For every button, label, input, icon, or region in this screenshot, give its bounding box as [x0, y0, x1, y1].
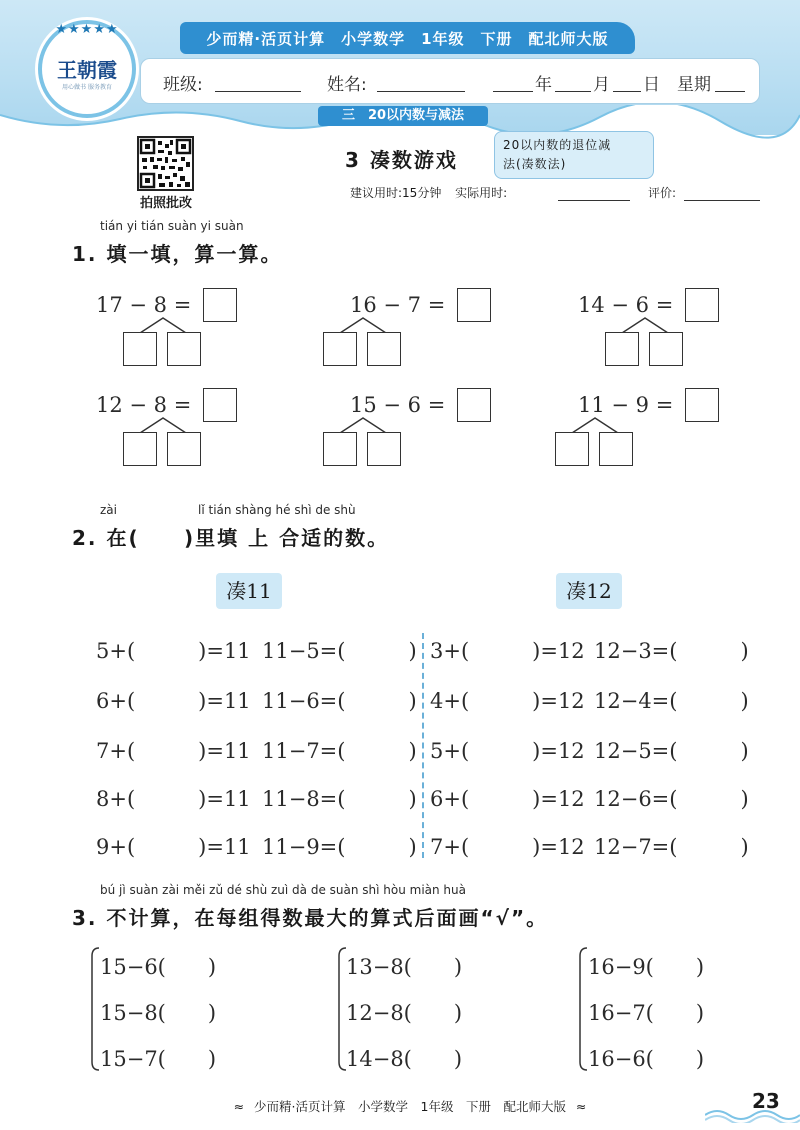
lesson-tag — [494, 131, 654, 179]
rating-label: 评价: — [648, 186, 677, 200]
logo-tagline: 用心做书 服务教育 — [62, 84, 112, 91]
lesson-title: 3 凑数游戏 — [345, 148, 458, 172]
problem-4-answer-box[interactable] — [203, 388, 237, 422]
problem-5-split-box-a[interactable] — [323, 432, 357, 466]
group-3-item-2[interactable]: 16−7( ) — [588, 1001, 705, 1025]
right-row-4-add[interactable]: 6+( )=12 — [430, 787, 585, 811]
section3-title: 3. 不计算，在每组得数最大的算式后面画“√”。 — [72, 906, 549, 930]
problem-1-answer-box[interactable] — [203, 288, 237, 322]
problem-4-split-box-a[interactable] — [123, 432, 157, 466]
group-left-label: 凑11 — [216, 573, 282, 609]
month-field[interactable] — [555, 91, 591, 92]
problem-1-split-box-a[interactable] — [123, 332, 157, 366]
group-2-item-3[interactable]: 14−8( ) — [346, 1047, 463, 1071]
problem-5-split-box-b[interactable] — [367, 432, 401, 466]
right-row-2-sub[interactable]: 12−4=( ) — [594, 689, 749, 713]
year-field[interactable] — [493, 91, 533, 92]
day-field[interactable] — [613, 91, 641, 92]
problem-3-expression: 14 − 6 = — [578, 293, 674, 317]
suggested-time: 建议用时:15分钟 — [350, 186, 442, 200]
logo-name: 王朝霞 — [57, 58, 117, 82]
right-row-5-sub[interactable]: 12−7=( ) — [594, 835, 749, 859]
weekday-label: 星期 — [677, 75, 711, 95]
group-1-item-2[interactable]: 15−8( ) — [100, 1001, 217, 1025]
day-label: 日 — [643, 75, 660, 95]
actual-time-label: 实际用时: — [455, 186, 508, 200]
right-row-4-sub[interactable]: 12−6=( ) — [594, 787, 749, 811]
problem-6-split-box-b[interactable] — [599, 432, 633, 466]
problem-3-split-box-a[interactable] — [605, 332, 639, 366]
name-label: 姓名: — [327, 75, 367, 95]
rating-field[interactable] — [684, 200, 760, 201]
section2-title-b: )里填 上 合适的数。 — [184, 526, 390, 550]
left-row-4-sub[interactable]: 11−8=( ) — [262, 787, 417, 811]
footer-text: ≈ 少而精·活页计算 小学数学 1年级 下册 配北师大版 ≈ — [233, 1099, 587, 1114]
group-1-item-3[interactable]: 15−7( ) — [100, 1047, 217, 1071]
left-row-1-add[interactable]: 5+( )=11 — [96, 639, 251, 663]
problem-6-expression: 11 − 9 = — [578, 393, 674, 417]
group-2-item-1[interactable]: 13−8( ) — [346, 955, 463, 979]
section2-pinyin-right: lǐ tián shàng hé shì de shù — [198, 503, 356, 517]
left-row-4-add[interactable]: 8+( )=11 — [96, 787, 251, 811]
name-field[interactable] — [377, 91, 465, 92]
section1-title: 1. 填一填，算一算。 — [72, 242, 283, 266]
problem-5-expression: 15 − 6 = — [350, 393, 446, 417]
actual-time-field[interactable] — [558, 200, 630, 201]
weekday-field[interactable] — [715, 91, 745, 92]
problem-2-expression: 16 − 7 = — [350, 293, 446, 317]
left-row-2-add[interactable]: 6+( )=11 — [96, 689, 251, 713]
qr-code-icon[interactable] — [137, 136, 194, 191]
lesson-tag-line2: 法(凑数法) — [503, 157, 567, 171]
left-row-1-sub[interactable]: 11−5=( ) — [262, 639, 417, 663]
class-field[interactable] — [215, 91, 301, 92]
right-row-1-add[interactable]: 3+( )=12 — [430, 639, 585, 663]
problem-3-answer-box[interactable] — [685, 288, 719, 322]
section2-divider — [422, 633, 424, 858]
right-row-2-add[interactable]: 4+( )=12 — [430, 689, 585, 713]
group-right-label: 凑12 — [556, 573, 622, 609]
group-3-item-1[interactable]: 16−9( ) — [588, 955, 705, 979]
series-title: 少而精·活页计算 小学数学 1年级 下册 配北师大版 — [180, 22, 635, 54]
problem-6-answer-box[interactable] — [685, 388, 719, 422]
section3-pinyin: bú jì suàn zài měi zǔ dé shù zuì dà de suàn shì hòu miàn huà — [100, 883, 466, 897]
problem-2-split-box-b[interactable] — [367, 332, 401, 366]
right-row-3-sub[interactable]: 12−5=( ) — [594, 739, 749, 763]
problem-2-answer-box[interactable] — [457, 288, 491, 322]
lesson-tag-line1: 20以内数的退位减 — [503, 138, 612, 152]
problem-3-split-box-b[interactable] — [649, 332, 683, 366]
month-label: 月 — [593, 75, 610, 95]
right-row-3-add[interactable]: 5+( )=12 — [430, 739, 585, 763]
group-3-item-3[interactable]: 16−6( ) — [588, 1047, 705, 1071]
group-1-item-1[interactable]: 15−6( ) — [100, 955, 217, 979]
problem-2-split-box-a[interactable] — [323, 332, 357, 366]
section2-title-a: 2. 在( — [72, 526, 140, 550]
publisher-logo — [38, 20, 136, 118]
section1-pinyin: tián yi tián suàn yi suàn — [100, 219, 244, 233]
qr-label: 拍照批改 — [139, 196, 192, 211]
left-row-3-add[interactable]: 7+( )=11 — [96, 739, 251, 763]
problem-4-split-box-b[interactable] — [167, 432, 201, 466]
section2-pinyin-left: zài — [100, 503, 117, 517]
time-row — [350, 184, 507, 201]
problem-6-split-box-a[interactable] — [555, 432, 589, 466]
year-label: 年 — [535, 75, 552, 95]
right-row-5-add[interactable]: 7+( )=12 — [430, 835, 585, 859]
page-number: 23 — [752, 1089, 780, 1113]
problem-5-answer-box[interactable] — [457, 388, 491, 422]
left-row-2-sub[interactable]: 11−6=( ) — [262, 689, 417, 713]
problem-4-expression: 12 − 8 = — [96, 393, 192, 417]
class-label: 班级: — [163, 75, 203, 95]
left-row-5-sub[interactable]: 11−9=( ) — [262, 835, 417, 859]
unit-title: 三 20以内数与减法 — [318, 106, 488, 126]
logo-stars: ★★★★★ — [55, 22, 119, 37]
student-info-box — [140, 58, 760, 104]
problem-1-split-box-b[interactable] — [167, 332, 201, 366]
right-row-1-sub[interactable]: 12−3=( ) — [594, 639, 749, 663]
left-row-5-add[interactable]: 9+( )=11 — [96, 835, 251, 859]
problem-1-expression: 17 − 8 = — [96, 293, 192, 317]
group-2-item-2[interactable]: 12−8( ) — [346, 1001, 463, 1025]
left-row-3-sub[interactable]: 11−7=( ) — [262, 739, 417, 763]
